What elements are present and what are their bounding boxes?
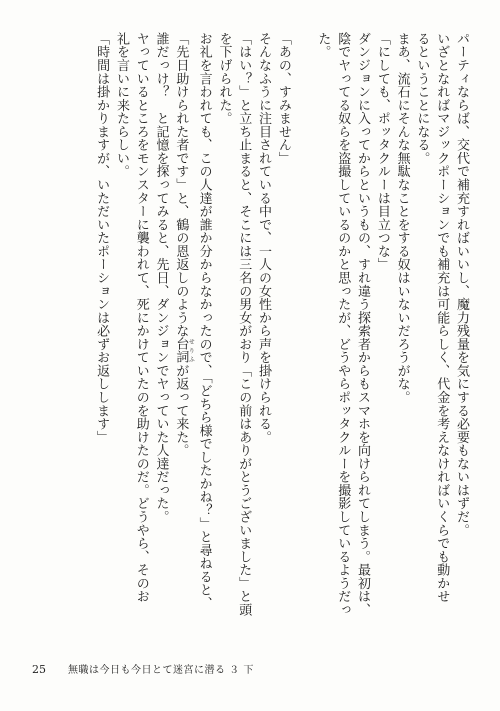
text-line: 礼を言いに来たらしい。 xyxy=(113,32,129,179)
dialogue-line: 「あの、すみません」 xyxy=(275,32,291,165)
text-line: そんなふうに注目されている中で、一人の女性から声を掛けられる。 xyxy=(256,32,272,444)
text-line: まあ、流石にそんな無駄なことをする奴はいないだろうがな。 xyxy=(394,32,410,404)
blank-line xyxy=(293,32,313,638)
ruby-reading: せりふ xyxy=(187,337,195,365)
page-footer xyxy=(32,661,254,679)
text-line: ダンジョンに入ってからというもの、すれ違う探索者からもスマホを向けられてしまう。最初は、 xyxy=(355,32,371,617)
dialogue-line: 「先日助けられた者です」と、鶴の恩返しのような台詞 せりふが返って来た。 xyxy=(173,32,195,457)
text-line: パーティならば、交代で補充すればいいし、魔力残量を気にする必要もないはずだ。 xyxy=(454,32,469,537)
dialogue-line: 「はい？」と立ち止まると、そこには三名の男女がおり「この前はありがとうございました」と頭 xyxy=(236,32,252,617)
text-line: 陰でヤってる奴らを盗撮しているのかと思ったが、どうやらポッタクルーを撮影しているようだっ xyxy=(335,32,351,617)
text-line: るということになる。 xyxy=(414,32,430,165)
text-line: いざとなればマジックポーションでも補充は可能らしく、代金を考えなければいくらでも動かせ xyxy=(434,32,450,604)
page-number: 25 xyxy=(32,663,46,676)
text-line: お礼を言われても、この人達が誰か分からなかったので、「どちら様でしたかね？」と尋ねると、 xyxy=(196,32,212,610)
body-text xyxy=(22,32,471,638)
text-line: ヤっているところをモンスターに襲われて、死にかけていたのを助けたのだ。どうやら、そのお xyxy=(133,32,149,604)
text-line: た。 xyxy=(315,32,331,59)
text-line: を下げられた。 xyxy=(216,32,232,125)
running-title: 無職は今日も今日とて迷宮に潜る ３ 下 xyxy=(68,665,254,676)
dialogue-line: 「にしても、ポッタクルーは目立つな」 xyxy=(374,32,390,272)
ruby-annotation: 台詞 せりふ xyxy=(173,337,195,365)
text-line: 誰だっけ？ と記憶を探ってみると、先日、ダンジョンでヤっていた人達だった。 xyxy=(153,32,169,524)
dialogue-line: 「時間は掛かりますが、いただいたポーションは必ずお返しします」 xyxy=(94,32,110,444)
